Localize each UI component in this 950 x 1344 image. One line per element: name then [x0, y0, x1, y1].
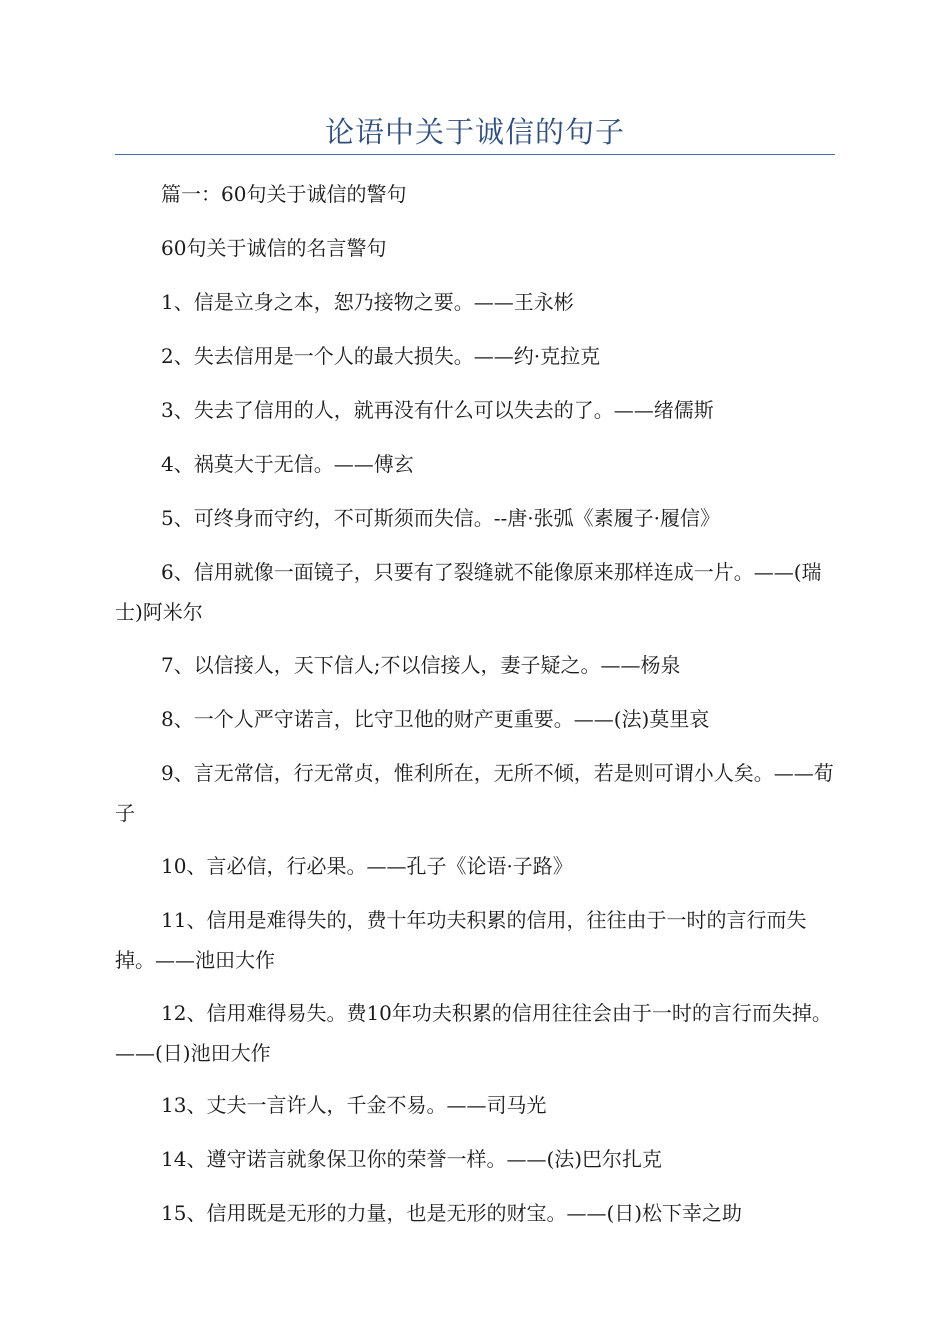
quote-item-8: 8、一个人严守诺言，比守卫他的财产更重要。——(法)莫里哀	[161, 707, 710, 731]
quote-item-10: 10、言必信，行必果。——孔子《论语·子路》	[161, 854, 573, 878]
quote-item-5: 5、可终身而守约，不可斯须而失信。--唐·张弧《素履子·履信》	[161, 506, 720, 530]
quote-item-14: 14、遵守诺言就象保卫你的荣誉一样。——(法)巴尔扎克	[161, 1147, 663, 1171]
quote-item-4: 4、祸莫大于无信。——傅玄	[161, 452, 414, 476]
quote-item-11: 11、信用是难得失的，费十年功夫积累的信用，往往由于一时的言行而失掉。——池田大作	[115, 908, 807, 972]
quote-item-3: 3、失去了信用的人，就再没有什么可以失去的了。——绪儒斯	[161, 398, 714, 422]
quote-item-15: 15、信用既是无形的力量，也是无形的财宝。——(日)松下幸之助	[161, 1201, 743, 1225]
quote-item-12: 12、信用难得易失。费10年功夫积累的信用往往会由于一时的言行而失掉。——(日)池田大作	[115, 1001, 832, 1065]
section-heading: 篇一：60句关于诚信的警句	[161, 182, 407, 206]
quote-item-13: 13、丈夫一言许人，千金不易。——司马光	[161, 1093, 547, 1117]
subsection-heading: 60句关于诚信的名言警句	[161, 236, 387, 260]
quote-item-6: 6、信用就像一面镜子，只要有了裂缝就不能像原来那样连成一片。——(瑞士)阿米尔	[115, 560, 822, 624]
quote-item-7: 7、以信接人，天下信人;不以信接人，妻子疑之。——杨泉	[161, 653, 681, 677]
quote-item-1: 1、信是立身之本，恕乃接物之要。——王永彬	[161, 290, 574, 314]
quote-item-9: 9、言无常信，行无常贞，惟利所在，无所不倾，若是则可谓小人矣。——荀子	[115, 761, 834, 825]
quote-item-2: 2、失去信用是一个人的最大损失。——约·克拉克	[161, 344, 601, 368]
document-title: 论语中关于诚信的句子	[324, 115, 625, 149]
title-underline	[115, 154, 835, 155]
